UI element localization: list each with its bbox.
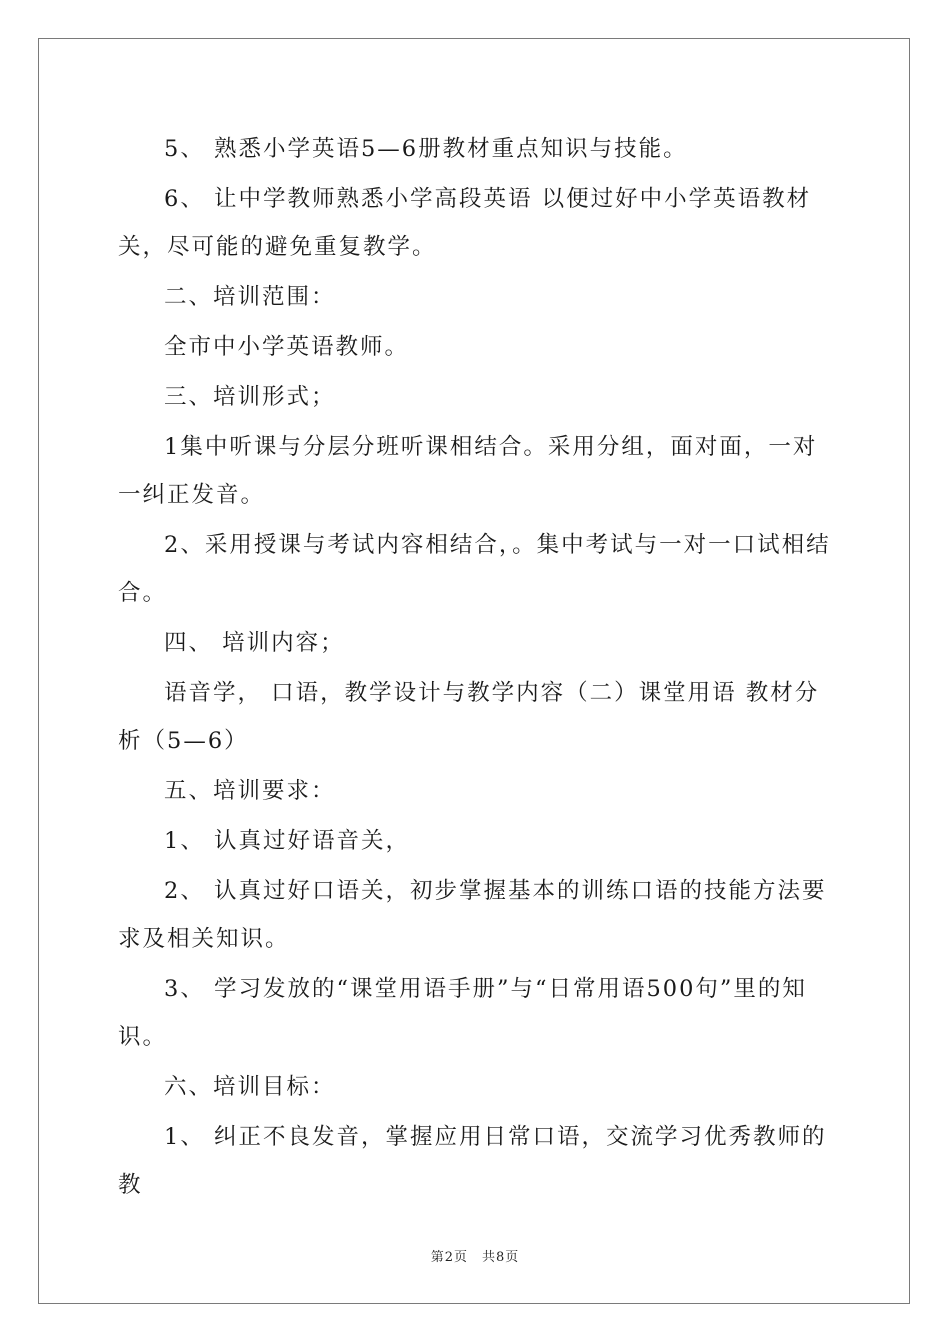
paragraph: 全市中小学英语教师。 — [164, 334, 410, 360]
paragraph: 1、 纠正不良发音，掌握应用日常口语，交流学习优秀教师的教 — [118, 1124, 827, 1198]
page-number-footer: 第2页 共8页 — [430, 1250, 520, 1265]
paragraph: 语音学， 口语，教学设计与教学内容（二）课堂用语 教材分析（5—6） — [118, 680, 820, 754]
paragraph: 6、 让中学教师熟悉小学高段英语 以便过好中小学英语教材关，尽可能的避免重复教学。 — [118, 186, 812, 260]
section-heading: 四、 培训内容； — [164, 630, 345, 656]
paragraph: 1集中听课与分层分班听课相结合。采用分组，面对面，一对一纠正发音。 — [118, 434, 818, 508]
document-body — [118, 125, 838, 1209]
section-heading: 六、培训目标： — [164, 1074, 336, 1100]
section-heading: 五、培训要求： — [164, 778, 336, 804]
paragraph: 5、 熟悉小学英语5—6册教材重点知识与技能。 — [164, 136, 688, 162]
section-heading: 二、培训范围： — [164, 284, 336, 310]
paragraph: 2、 认真过好口语关，初步掌握基本的训练口语的技能方法要求及相关知识。 — [118, 878, 827, 952]
paragraph: 1、 认真过好语音关， — [164, 828, 410, 854]
section-heading: 三、培训形式； — [164, 384, 336, 410]
paragraph: 3、 学习发放的“课堂用语手册”与“日常用语500句”里的知识。 — [118, 976, 807, 1050]
paragraph: 2、采用授课与考试内容相结合，。集中考试与一对一口试相结合。 — [118, 532, 831, 606]
